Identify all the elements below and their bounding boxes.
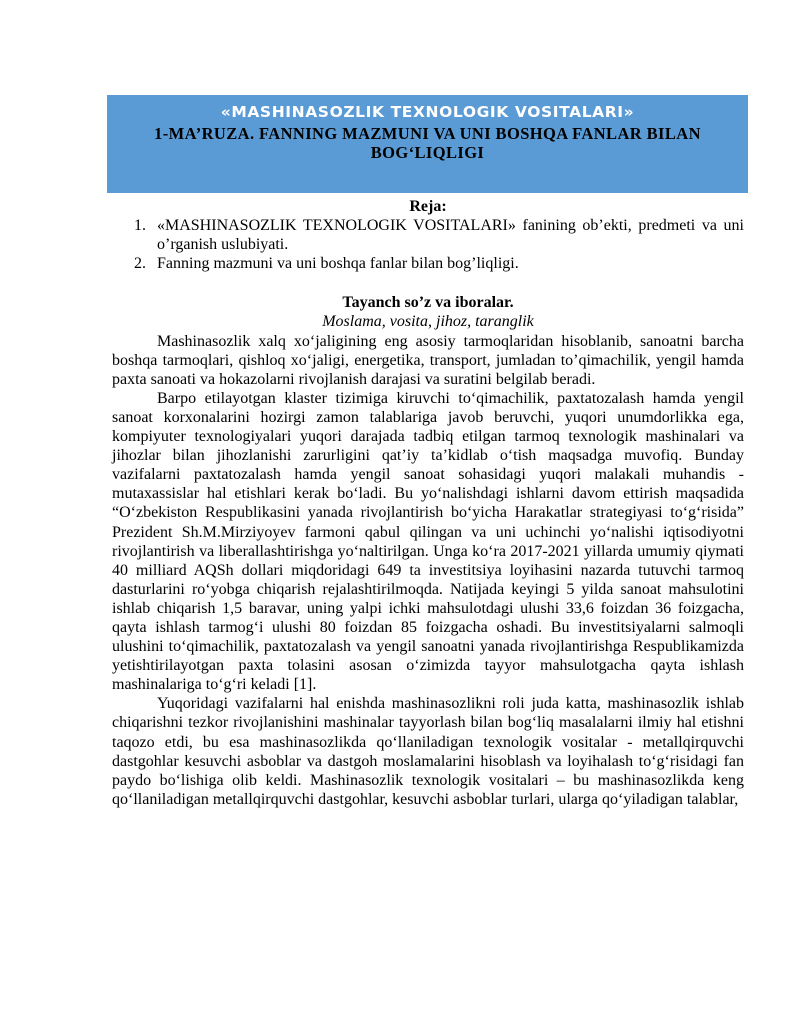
document-body [112,197,744,809]
lecture-title: 1-MA’RUZA. FANNING MAZMUNI VA UNI BOSHQA FANLAR BILAN BOG‘LIQLIGI [154,124,701,162]
plan-item [112,216,744,254]
plan-item-number: 1. [134,217,146,235]
title-banner [107,95,748,193]
plan-item-text: «MASHINASOZLIK TEXNOLOGIK VOSITALARI» fanining ob’ekti, predmeti va uni o’rganish uslubiyati. [157,217,744,254]
body-paragraph-3: Yuqoridagi vazifalarni hal enishda mashinasozlikni roli juda katta, mashinasozlik ishlab chiqarishni tezkor rivojlanishini mashinalar tayyorlash bilan bog‘liq masalalarni ilmiy hal etishni taqozo etdi, bu esa mashinasozlikda qo‘llaniladigan texnologik vositalar - metallqirquvchi dastgohlar kesuvchi asboblar va dastgoh moslamalarini hisoblash va loyihalash to‘g‘risidagi fan paydo bo‘lishiga olib keldi. Mashinasozlik texnologik vositalari – bu mashinasozlikda keng qo‘llaniladigan metallqirquvchi dastgohlar, kesuvchi asboblar turlari, ularga qo‘yiladigan talablar, [112,695,744,808]
plan-list [112,216,744,273]
plan-heading: Reja: [409,198,447,215]
course-title: «MASHINASOZLIK TEXNOLOGIK VOSITALARI» [220,103,635,121]
plan-item-text: Fanning mazmuni va uni boshqa fanlar bilan bog’liqligi. [157,255,519,273]
spacer [112,273,744,293]
body-paragraph-2: Barpo etilayotgan klaster tizimiga kiruvchi to‘qimachilik, paxtatozalash hamda yengil sanoat korxonalarini hozirgi zamon talablariga javob beruvchi, yuqori unumdorlikka ega, kompiyuter texnologiyalari yuqori darajada tadbiq etilgan tarmoq texnologik mashinalari va jihozlar bilan jihozlanishi zarurligini qat’iy ta’kidlab o‘tish maqsadga muvofiq. Bunday vazifalarni paxtatozalash hamda yengil sanoat sohasidagi yuqori malakali muhandis - mutaxassislar hal etishlari kerak bo‘ladi. Bu yo‘nalishdagi ishlarni davom ettirish maqsadida “O‘zbekiston Respublikasini yanada rivojlantirish bo‘yicha Harakatlar strategiyasi to‘g‘risida” Prezident Sh.M.Mirziyoyev farmoni qabul qilingan va uni uchinchi yo‘nalishi iqtisodiyotni rivojlantirish va liberallashtirishga yo‘naltirilgan. Unga ko‘ra 2017-2021 yillarda umumiy qiymati 40 milliard AQSh dollari miqdoridagi 649 ta investitsiya loyihasini nazarda tutuvchi tarmoq dasturlarini ro‘yobga chiqarish rejalashtirilmoqda. Natijada keyingi 5 yilda sanoat mahsulotini ishlab chiqarish 1,5 baravar, uning yalpi ichki mahsulotdagi ulushi 33,6 foizdan 36 foizgacha, qayta ishlash tarmog‘i ulushi 80 foizdan 85 foizgacha oshadi. Bu investitsiyalarni salmoqli ulushini to‘qimachilik, paxtatozalash va yengil sanoatni yanada rivojlantirishga Respublikamizda yetishtirilayotgan paxta tolasini asosan o‘zimizda tayyor mahsulotgacha qayta ishlash mashinalariga to‘g‘ri keladi [1]. [112,389,744,694]
keywords-heading: Tayanch so’z va iboralar. [342,294,514,312]
keywords-text: Moslama, vosita, jihoz, taranglik [322,313,534,331]
body-paragraph-1: Mashinasozlik xalq xo‘jaligining eng asosiy tarmoqlaridan hisoblanib, sanoatni barcha boshqa tarmoqlari, qishloq xo‘jaligi, energetika, transport, jumladan to’qimachilik, yengil hamda paxta sanoati va hokazolarni rivojlanish darajasi va suratini belgilab beradi. [112,332,744,388]
plan-item [112,254,744,273]
plan-item-number: 2. [134,255,146,273]
